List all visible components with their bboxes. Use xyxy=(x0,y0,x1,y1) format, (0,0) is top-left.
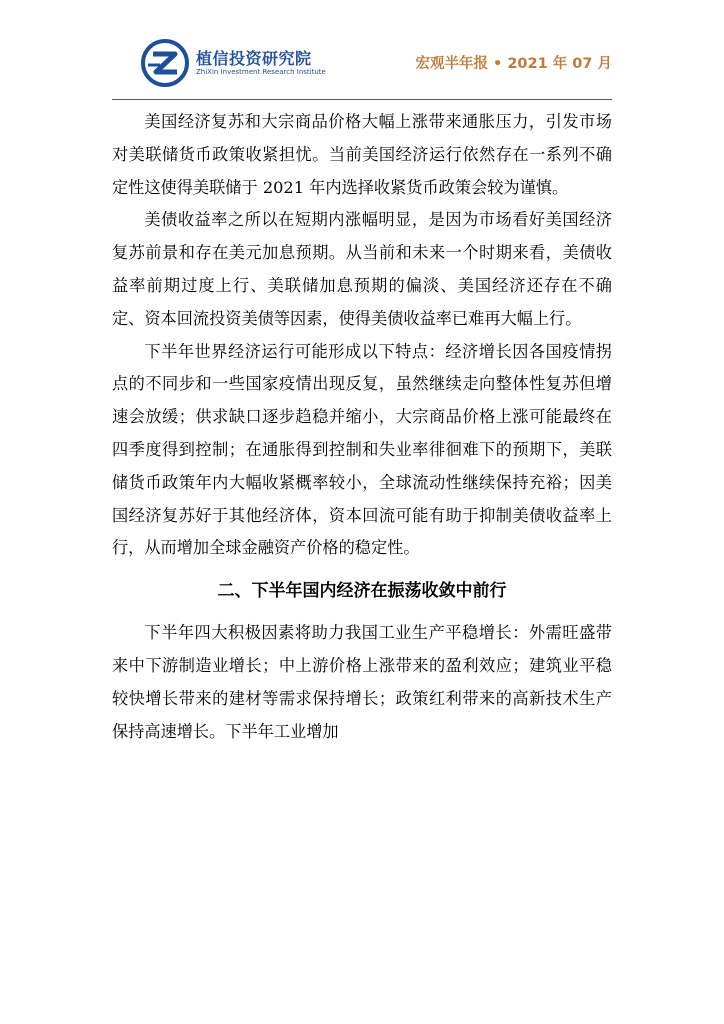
section-heading: 二、下半年国内经济在振荡收敛中前行 xyxy=(217,581,507,602)
page-header xyxy=(112,32,612,98)
body-paragraph: 下半年四大积极因素将助力我国工业生产平稳增长：外需旺盛带来中下游制造业增长；中上游价格上涨带来的盈利效应；建筑业平稳较快增长带来的建材等需求保持增长；政策红利带来的高新技术生产保持高速增长。下半年工业增加 xyxy=(112,623,612,741)
body-paragraph: 下半年世界经济运行可能形成以下特点：经济增长因各国疫情拐点的不同步和一些国家疫情出现反复，虽然继续走向整体性复苏但增速会放缓；供求缺口逐步趋稳并缩小，大宗商品价格上涨可能最终在四季度得到控制；在通胀得到控制和失业率徘徊难下的预期下，美联储货币政策年内大幅收紧概率较小，全球流动性继续保持充裕；因美国经济复苏好于其他经济体，资本回流可能有助于抑制美债收益率上行，从而增加全球金融资产价格的稳定性。 xyxy=(112,341,612,558)
header-divider xyxy=(112,99,612,100)
body-paragraph: 美债收益率之所以在短期内涨幅明显，是因为市场看好美国经济复苏前景和存在美元加息预期。从当前和未来一个时期来看，美债收益率前期过度上行、美联储加息预期的偏淡、美国经济还存在不确定、资本回流投资美债等因素，使得美债收益率已难再大幅上行。 xyxy=(112,210,612,328)
zhixin-logo-icon xyxy=(140,38,190,88)
brand-name: 植信投资研究院 xyxy=(196,49,312,68)
body-paragraph: 美国经济复苏和大宗商品价格大幅上涨带来通胀压力，引发市场对美联储货币政策收紧担忧。当前美国经济运行依然存在一系列不确定性这使得美联储于 2021 年内选择收紧货币政策会较为谨慎。 xyxy=(112,112,612,197)
brand-name-english: ZhiXin Investment Research Institute xyxy=(196,68,326,76)
report-tag: 宏观半年报 • 2021 年 07 月 xyxy=(415,56,612,72)
document-body xyxy=(112,106,612,748)
